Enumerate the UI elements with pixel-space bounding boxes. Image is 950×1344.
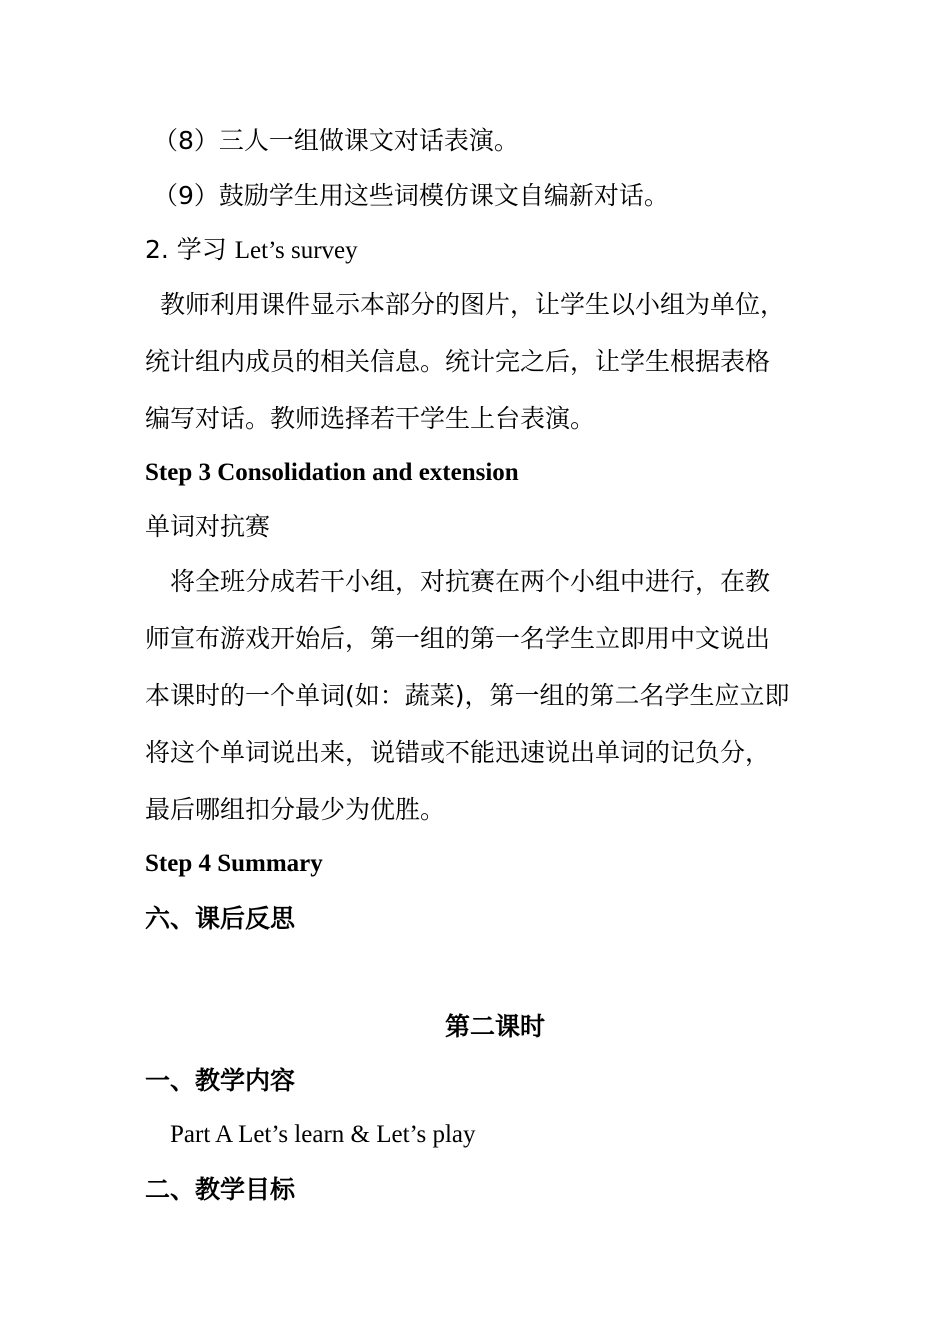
section-heading-lets-survey xyxy=(145,235,358,266)
paragraph-line: 最后哪组扣分最少为优胜。 xyxy=(145,795,446,824)
step3-subheading: 单词对抗赛 xyxy=(145,512,271,541)
list-item-8: （8）三人一组做课文对话表演。 xyxy=(153,126,519,155)
step3-heading: Step 3 Consolidation and extension xyxy=(145,459,519,486)
paragraph-line: 将这个单词说出来，说错或不能迅速说出单词的记负分， xyxy=(145,738,771,767)
paragraph-line: 编写对话。教师选择若干学生上台表演。 xyxy=(145,404,596,433)
step4-heading: Step 4 Summary xyxy=(145,850,323,877)
lesson2-title: 第二课时 xyxy=(444,1012,545,1041)
teaching-content-text: Part A Let’s learn & Let’s play xyxy=(170,1121,476,1148)
section-heading-english: Let’s survey xyxy=(234,237,358,264)
teaching-goals-heading: 二、教学目标 xyxy=(145,1175,296,1204)
list-item-9: （9）鼓励学生用这些词模仿课文自编新对话。 xyxy=(153,181,669,210)
paragraph-line: 本课时的一个单词(如：蔬菜)，第一组的第二名学生应立即 xyxy=(145,681,790,710)
teaching-content-heading: 一、教学内容 xyxy=(145,1066,296,1095)
paragraph-line: 将全班分成若干小组，对抗赛在两个小组中进行，在教 xyxy=(170,567,771,596)
paragraph-line: 教师利用课件显示本部分的图片，让学生以小组为单位， xyxy=(160,290,786,319)
section-six-heading: 六、课后反思 xyxy=(145,904,296,933)
paragraph-line: 统计组内成员的相关信息。统计完之后，让学生根据表格 xyxy=(145,347,771,376)
section-heading-prefix: 2. 学习 xyxy=(145,235,227,264)
paragraph-line: 师宣布游戏开始后，第一组的第一名学生立即用中文说出 xyxy=(145,624,771,653)
